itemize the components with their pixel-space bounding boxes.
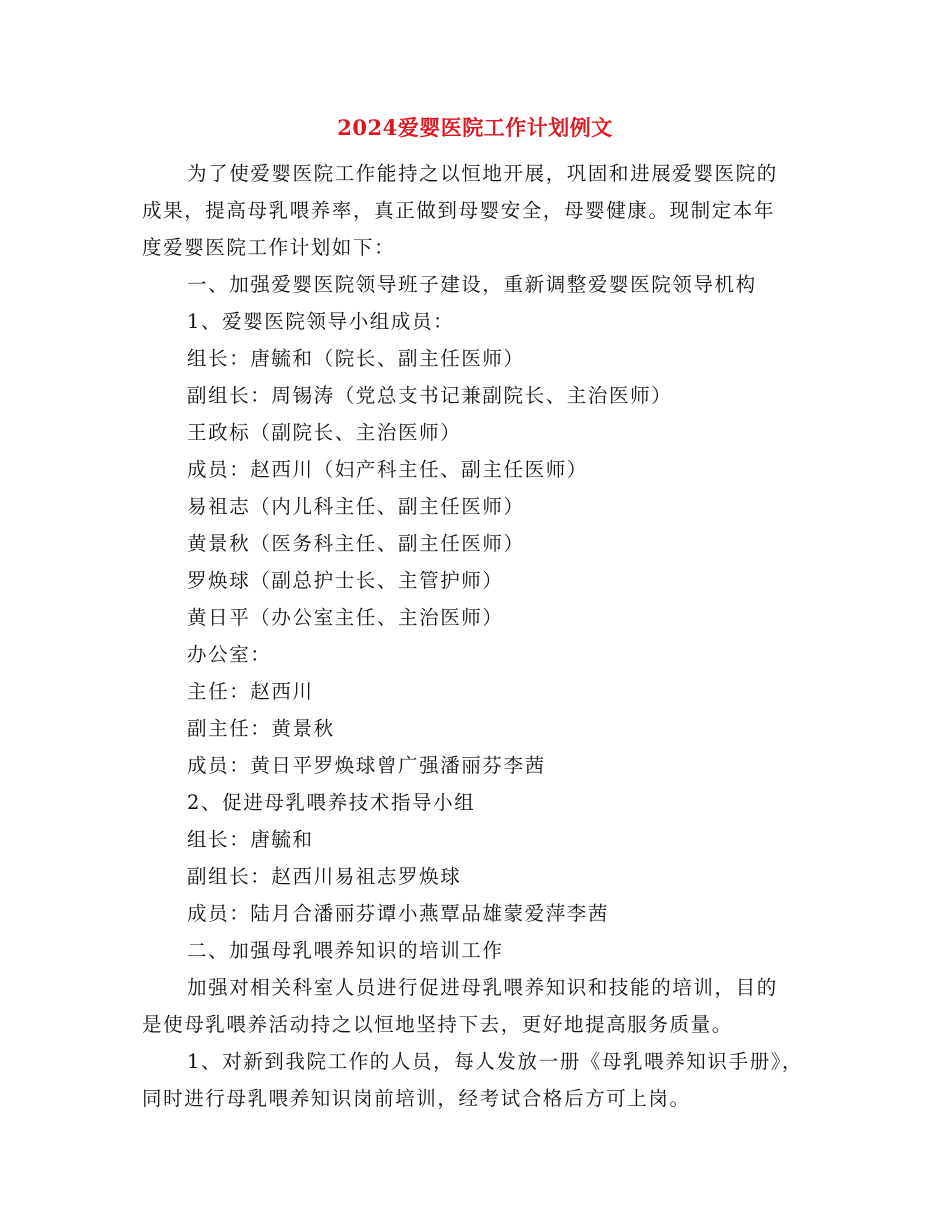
intro-line: 为了使爱婴医院工作能持之以恒地开展，巩固和进展爱婴医院的 — [187, 162, 778, 185]
list-item: 副组长：周锡涛（党总支书记兼副院长、主治医师） — [187, 384, 673, 407]
list-item: 办公室： — [187, 643, 272, 666]
list-item: 主任：赵西川 — [187, 680, 314, 703]
training-line: 是使母乳喂养活动持之以恒地坚持下去，更好地提高服务质量。 — [142, 1013, 733, 1036]
document-body — [142, 155, 812, 1117]
intro-line: 成果，提高母乳喂养率，真正做到母婴安全，母婴健康。现制定本年 — [142, 199, 776, 222]
point-1-line: 1、对新到我院工作的人员，每人发放一册《母乳喂养知识手册》， — [187, 1050, 804, 1073]
intro-line: 度爱婴医院工作计划如下： — [142, 236, 396, 259]
list-item: 王政标（副院长、主治医师） — [187, 421, 462, 444]
list-item: 成员：陆月合潘丽芬谭小燕覃品雄蒙爱萍李茜 — [187, 902, 610, 925]
list-item: 黄景秋（医务科主任、副主任医师） — [187, 532, 525, 555]
list-item: 罗焕球（副总护士长、主管护师） — [187, 569, 504, 592]
document-title: 2024爱婴医院工作计划例文 — [337, 115, 613, 140]
section-heading-1: 一、加强爱婴医院领导班子建设，重新调整爱婴医院领导机构 — [187, 273, 757, 296]
section-heading-2: 二、加强母乳喂养知识的培训工作 — [187, 939, 504, 962]
point-1-line: 同时进行母乳喂养知识岗前培训，经考试合格后方可上岗。 — [142, 1087, 691, 1110]
training-paragraph — [142, 969, 812, 1043]
list-item: 组长：唐毓和 — [187, 828, 314, 851]
list-item: 成员：黄日平罗焕球曾广强潘丽芬李茜 — [187, 754, 546, 777]
list-item: 成员：赵西川（妇产科主任、副主任医师） — [187, 458, 588, 481]
list-item: 副主任：黄景秋 — [187, 717, 335, 740]
subsection-heading-2: 2、促进母乳喂养技术指导小组 — [187, 791, 476, 814]
training-line: 加强对相关科室人员进行促进母乳喂养知识和技能的培训，目的 — [187, 976, 778, 999]
list-item: 组长：唐毓和（院长、副主任医师） — [187, 347, 525, 370]
intro-paragraph — [142, 155, 812, 266]
list-item: 易祖志（内儿科主任、副主任医师） — [187, 495, 525, 518]
subsection-heading-1: 1、爱婴医院领导小组成员： — [187, 310, 455, 333]
list-item: 副组长：赵西川易祖志罗焕球 — [187, 865, 462, 888]
point-1-paragraph — [142, 1043, 812, 1117]
list-item: 黄日平（办公室主任、主治医师） — [187, 606, 504, 629]
